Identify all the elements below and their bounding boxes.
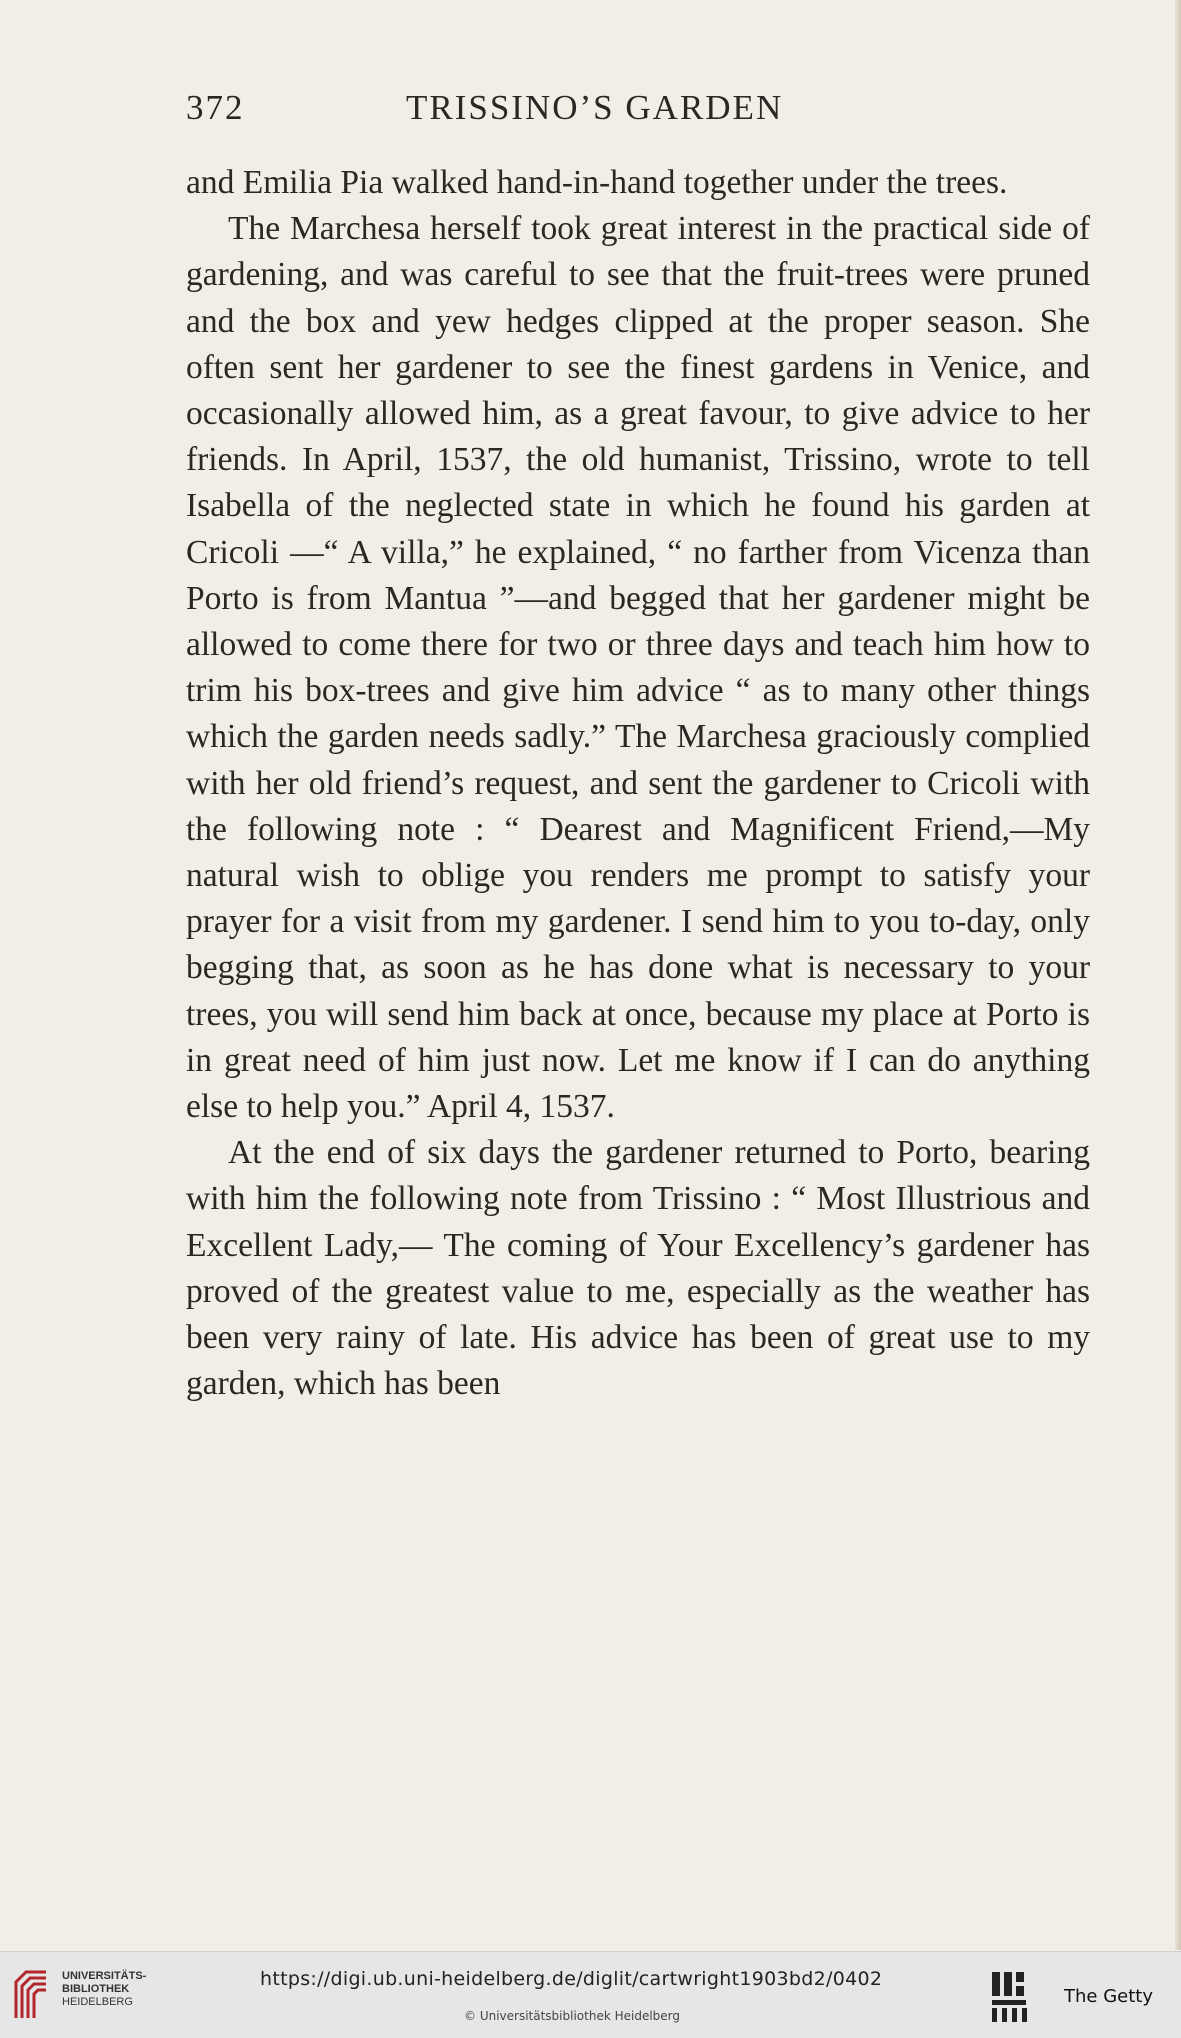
page-edge (1175, 0, 1181, 1950)
paragraph-continued: and Emilia Pia walked hand-in-hand together under the trees. (186, 164, 1008, 201)
institution-line: BIBLIOTHEK (62, 1983, 130, 1995)
institution-line: UNIVERSITÄTS- (62, 1970, 147, 1982)
getty-logo-icon (990, 1968, 1032, 2024)
university-logo-icon (12, 1968, 50, 2022)
partner-name: The Getty (1064, 1986, 1153, 2007)
copyright-notice: © Universitätsbibliothek Heidelberg (464, 2009, 681, 2023)
page-header (186, 88, 1090, 138)
permalink-url[interactable]: https://digi.ub.uni-heidelberg.de/diglit/cartwright1903bd2/0402 (260, 1968, 883, 1990)
running-title: TRISSINO’S GARDEN (406, 88, 784, 127)
paragraph: At the end of six days the gardener returned to Porto, bearing with him the following note from Trissino : “ Most Illustrious and Excellent Lady,— The coming of Your Excellency’s gardener has proved of the greatest value to me, especially as the weather has been very rainy of late. His advice has been of great use to my garden, which has been (186, 1134, 1090, 1403)
institution-name (62, 1970, 146, 2009)
page-number: 372 (186, 88, 245, 127)
paragraph: The Marchesa herself took great interest in the practical side of gardening, and was careful to see that the fruit-trees were pruned and the box and yew hedges clipped at the proper season. She often sent her gardener to see the finest gardens in Venice, and occasionally allowed him, as a great favour, to give advice to her friends. In April, 1537, the old humanist, Trissino, wrote to tell Isabella of the neglected state in which he found his garden at Cricoli —“ A villa,” he explained, “ no farther from Vicenza than Porto is from Mantua ”—and begged that her gardener might be allowed to come there for two or three days and teach him how to trim his box-trees and give him advice “ as to many other things which the garden needs sadly.” The Marchesa graciously complied with her old friend’s request, and sent the gardener to Cricoli with the following note : “ Dearest and Magnificent Friend,—My natural wish to oblige you renders me prompt to satisfy your prayer for a visit from my gardener. I send him to you to-day, only begging that, as soon as he has done what is necessary to your trees, you will send him back at once, because my place at Porto is in great need of him just now. Let me know if I can do anything else to help you.” April 4, 1537. (186, 210, 1090, 1126)
footer-bar (0, 1951, 1181, 2038)
institution-line: HEIDELBERG (62, 1996, 133, 2008)
body-text (186, 160, 1090, 1407)
